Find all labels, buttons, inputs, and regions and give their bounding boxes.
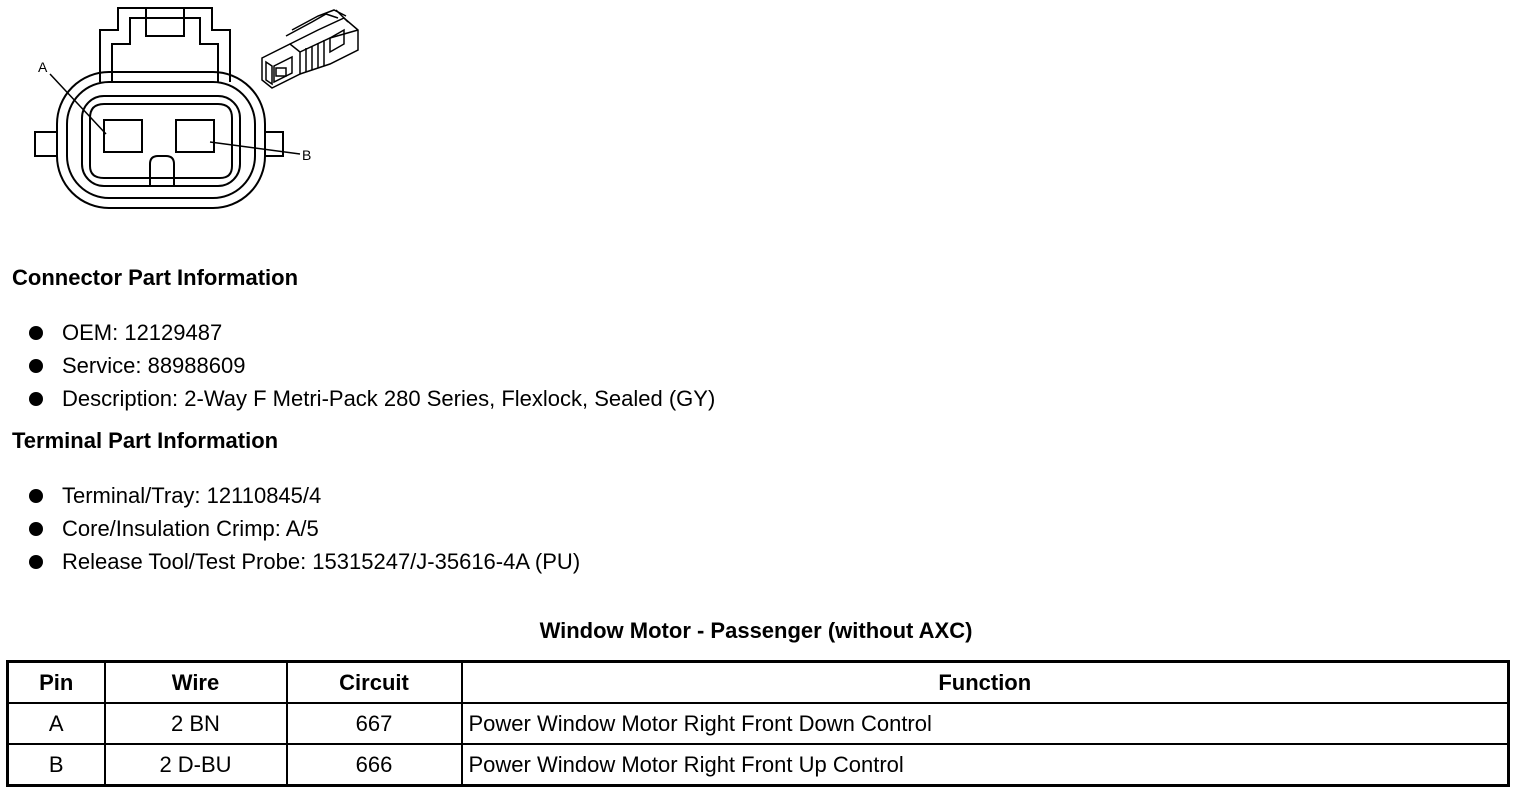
cell-function: Power Window Motor Right Front Up Control — [462, 744, 1509, 786]
table-header-row — [8, 662, 1509, 704]
column-header-circuit: Circuit — [287, 662, 462, 704]
connector-face-diagram — [0, 0, 400, 230]
cell-wire: 2 D-BU — [105, 744, 287, 786]
connector-info-description-text: Description: 2-Way F Metri-Pack 280 Series, Flexlock, Sealed (GY) — [62, 386, 716, 411]
terminal-info-tray-text: Terminal/Tray: 12110845/4 — [62, 483, 322, 508]
terminal-info-list — [0, 479, 580, 578]
table-row — [8, 703, 1509, 744]
column-header-function: Function — [462, 662, 1509, 704]
connector-info-oem-text: OEM: 12129487 — [62, 320, 223, 345]
terminal-info-crimp-text: Core/Insulation Crimp: A/5 — [62, 516, 319, 541]
terminal-info-release-tool-text: Release Tool/Test Probe: 15315247/J-35616-4A (PU) — [62, 549, 581, 574]
connector-left-ear — [35, 132, 57, 156]
connector-cavity-inner — [90, 104, 232, 178]
cell-circuit: 666 — [287, 744, 462, 786]
pinout-table — [6, 660, 1510, 787]
connector-key-notch — [150, 156, 174, 186]
connector-info-description — [0, 382, 715, 415]
column-header-pin: Pin — [8, 662, 105, 704]
pin-label-b: B — [302, 147, 312, 163]
connector-info-service — [0, 349, 715, 382]
column-header-wire: Wire — [105, 662, 287, 704]
terminal-info-release-tool — [0, 545, 580, 578]
pinout-table-title: Window Motor - Passenger (without AXC) — [539, 618, 973, 643]
terminal-cavity-b — [176, 120, 214, 152]
bullet-icon — [29, 359, 43, 373]
bullet-icon — [29, 555, 43, 569]
cell-pin: B — [8, 744, 105, 786]
terminal-info-tray — [0, 479, 580, 512]
connector-latch-slot — [146, 8, 184, 36]
connector-isometric-icon — [262, 10, 358, 88]
bullet-icon — [29, 522, 43, 536]
terminal-cavity-a — [104, 120, 142, 152]
cell-pin: A — [8, 703, 105, 744]
pin-label-a: A — [38, 59, 48, 75]
cell-circuit: 667 — [287, 703, 462, 744]
connector-cavity-body — [82, 96, 240, 186]
terminal-info-crimp — [0, 512, 580, 545]
connector-info-service-text: Service: 88988609 — [62, 353, 246, 378]
table-row — [8, 744, 1509, 786]
bullet-icon — [29, 326, 43, 340]
connector-info-list — [0, 316, 715, 415]
connector-outer-shell-inner — [67, 82, 255, 198]
bullet-icon — [29, 489, 43, 503]
connector-right-ear — [265, 132, 283, 156]
cell-function: Power Window Motor Right Front Down Control — [462, 703, 1509, 744]
bullet-icon — [29, 392, 43, 406]
cell-wire: 2 BN — [105, 703, 287, 744]
connector-outer-shell — [57, 72, 265, 208]
terminal-section-heading: Terminal Part Information — [12, 428, 279, 453]
connector-section-heading: Connector Part Information — [12, 265, 299, 290]
connector-info-oem — [0, 316, 715, 349]
